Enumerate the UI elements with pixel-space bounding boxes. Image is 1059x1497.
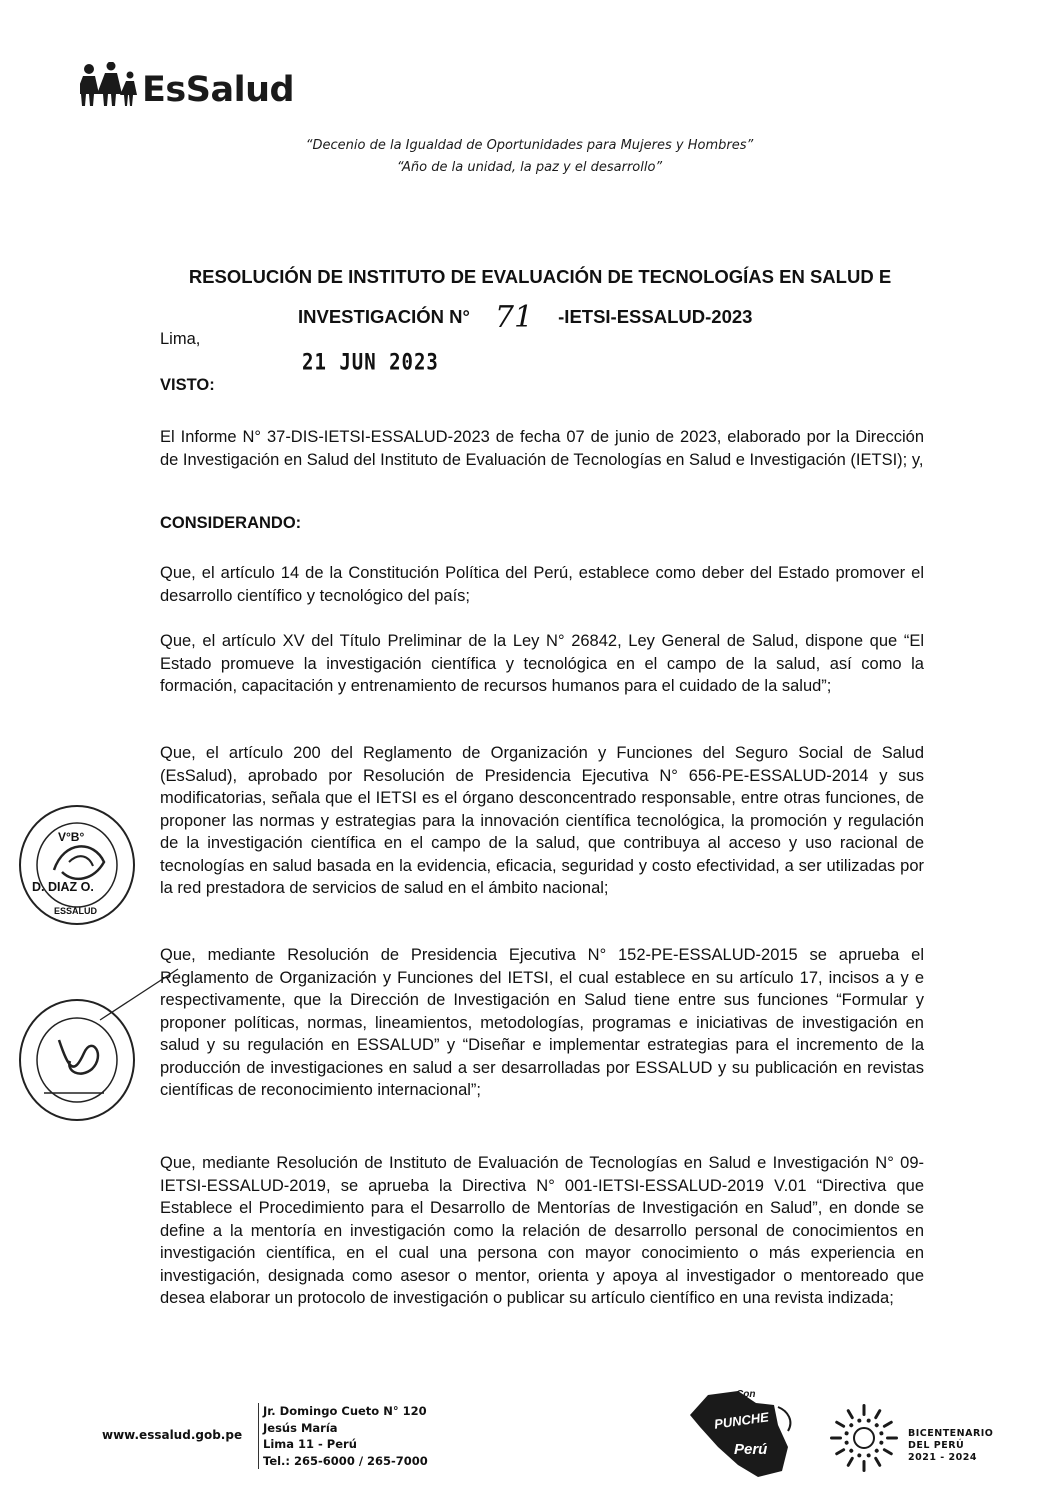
paragraph-3: Que, el artículo 200 del Reglamento de Organización y Funciones del Seguro Social de Salud (EsSalud), aprobado por Resolución de Presidencia Ejecutiva N° 656-PE-ESSALUD-2014 y sus modificatorias, señala que el IETSI es el órgano desconcentrado responsable, entre otras funciones, de proponer las normas y estrategias para la innovación científica tecnológica, la promoción y regulación de la investigación científica en el campo de la salud, que contribuya al acceso y uso racional de tecnologías en salud basada en la evidencia, eficacia, seguridad y costo efectividad, a ser utilizadas por la red prestadora de servicios de salud en el ámbito nacional; (160, 744, 924, 897)
resolution-title-line-1: RESOLUCIÓN DE INSTITUTO DE EVALUACIÓN DE TECNOLOGÍAS EN SALUD E (188, 266, 892, 287)
bicentenario-line: BICENTENARIO (908, 1428, 994, 1439)
address-line: Lima 11 - Perú (263, 1437, 357, 1451)
date-stamp: 21 JUN 2023 (302, 350, 439, 376)
footer-address (258, 1403, 428, 1469)
title-suffix: -IETSI-ESSALUD-2023 (558, 306, 753, 327)
paragraph-2: Que, el artículo XV del Título Preliminar de la Ley N° 26842, Ley General de Salud, dispone que “El Estado promueve la investigación científica y tecnológica en el campo de la salud, así como la formación, capacitación y entrenamiento de recursos humanos para el cuidado de la salud”; (160, 632, 924, 695)
address-line: Jr. Domingo Cueto N° 120 (263, 1404, 427, 1418)
place: Lima, (160, 330, 201, 348)
considerando-label: CONSIDERANDO: (160, 514, 302, 532)
stamp1-name: D. DIAZ O. (32, 880, 94, 894)
footer-website: www.essalud.gob.pe (102, 1428, 243, 1442)
bicentenario-sun-icon (826, 1400, 902, 1476)
punche-text-main: PUNCHE (713, 1409, 770, 1432)
paragraph-5: Que, mediante Resolución de Instituto de Evaluación de Tecnologías en Salud e Investigación N° 09-IETSI-ESSALUD-2019, se aprueba la Directiva N° 001-IETSI-ESSALUD-2019 V.01 “Directiva que Establece el Procedimiento para el Desarrollo de Mentorías de Investigación en Salud”, en donde se define a la mentoría en investigación como la relación de desarrollo personal de conocimientos en investigación científica, en el cual una persona con mayor conocimiento o más experiencia en investigación, designada como asesor o mentor, orienta y apoya al investigador o mentoreado que desea elaborar un protocolo de investigación o publicar su artículo científico en una revista indizada; (160, 1154, 924, 1307)
title-prefix: INVESTIGACIÓN N° (298, 306, 470, 327)
resolution-title-line-2 (298, 296, 753, 335)
punche-peru-logo (678, 1385, 804, 1481)
bicentenario-line: DEL PERÚ (908, 1440, 965, 1451)
resolution-number: 71 (494, 300, 534, 335)
address-line: Tel.: 265-6000 / 265-7000 (263, 1453, 428, 1468)
stamp1-vb: V°B° (58, 830, 85, 844)
approval-stamp-2 (14, 995, 140, 1125)
family-figures-icon (80, 62, 142, 108)
seal-circle-icon (14, 995, 140, 1125)
bicentenario-line: 2021 - 2024 (908, 1452, 977, 1463)
bicentenario-text (908, 1428, 993, 1464)
visto-label: VISTO: (160, 376, 215, 394)
address-line: Jesús María (263, 1420, 338, 1435)
essalud-logo (80, 62, 294, 108)
approval-stamp-1 (14, 800, 140, 930)
paragraph-4: Que, mediante Resolución de Presidencia Ejecutiva N° 152-PE-ESSALUD-2015 se aprueba el Reglamento de Organización y Funciones del IETSI, el cual establece en su artículo 17, incisos a y e respectivamente, que la Dirección de Investigación en Salud tiene entre sus funciones “Formular y proponer políticas, normas, lineamientos, metodologías, programas e iniciativas de investigación en salud y su regulación en ESSALUD” y “Diseñar e implementar estrategias para el incremento de la producción de investigaciones en salud a ser desarrolladas por ESSALUD y su publicación en revistas científicas de reconocimiento internacional”; (160, 946, 924, 1099)
punche-text-peru: Perú (734, 1441, 768, 1458)
motto-line-1: “Decenio de la Igualdad de Oportunidades para Mujeres y Hombres” (305, 138, 754, 153)
paragraph-1: Que, el artículo 14 de la Constitución Política del Perú, establece como deber del Estado promover el desarrollo científico y tecnológico del país; (160, 564, 924, 605)
visto-text: El Informe N° 37-DIS-IETSI-ESSALUD-2023 de fecha 07 de junio de 2023, elaborado por la Dirección de Investigación en Salud del Instituto de Evaluación de Tecnologías en Salud e Investigación (IETSI); y, (160, 428, 924, 469)
stamp1-bottom: ESSALUD (54, 906, 98, 916)
motto-line-2: “Año de la unidad, la paz y el desarrollo” (396, 160, 663, 175)
punche-text-con: Con (736, 1389, 756, 1400)
logo-text: EsSalud (142, 70, 295, 110)
